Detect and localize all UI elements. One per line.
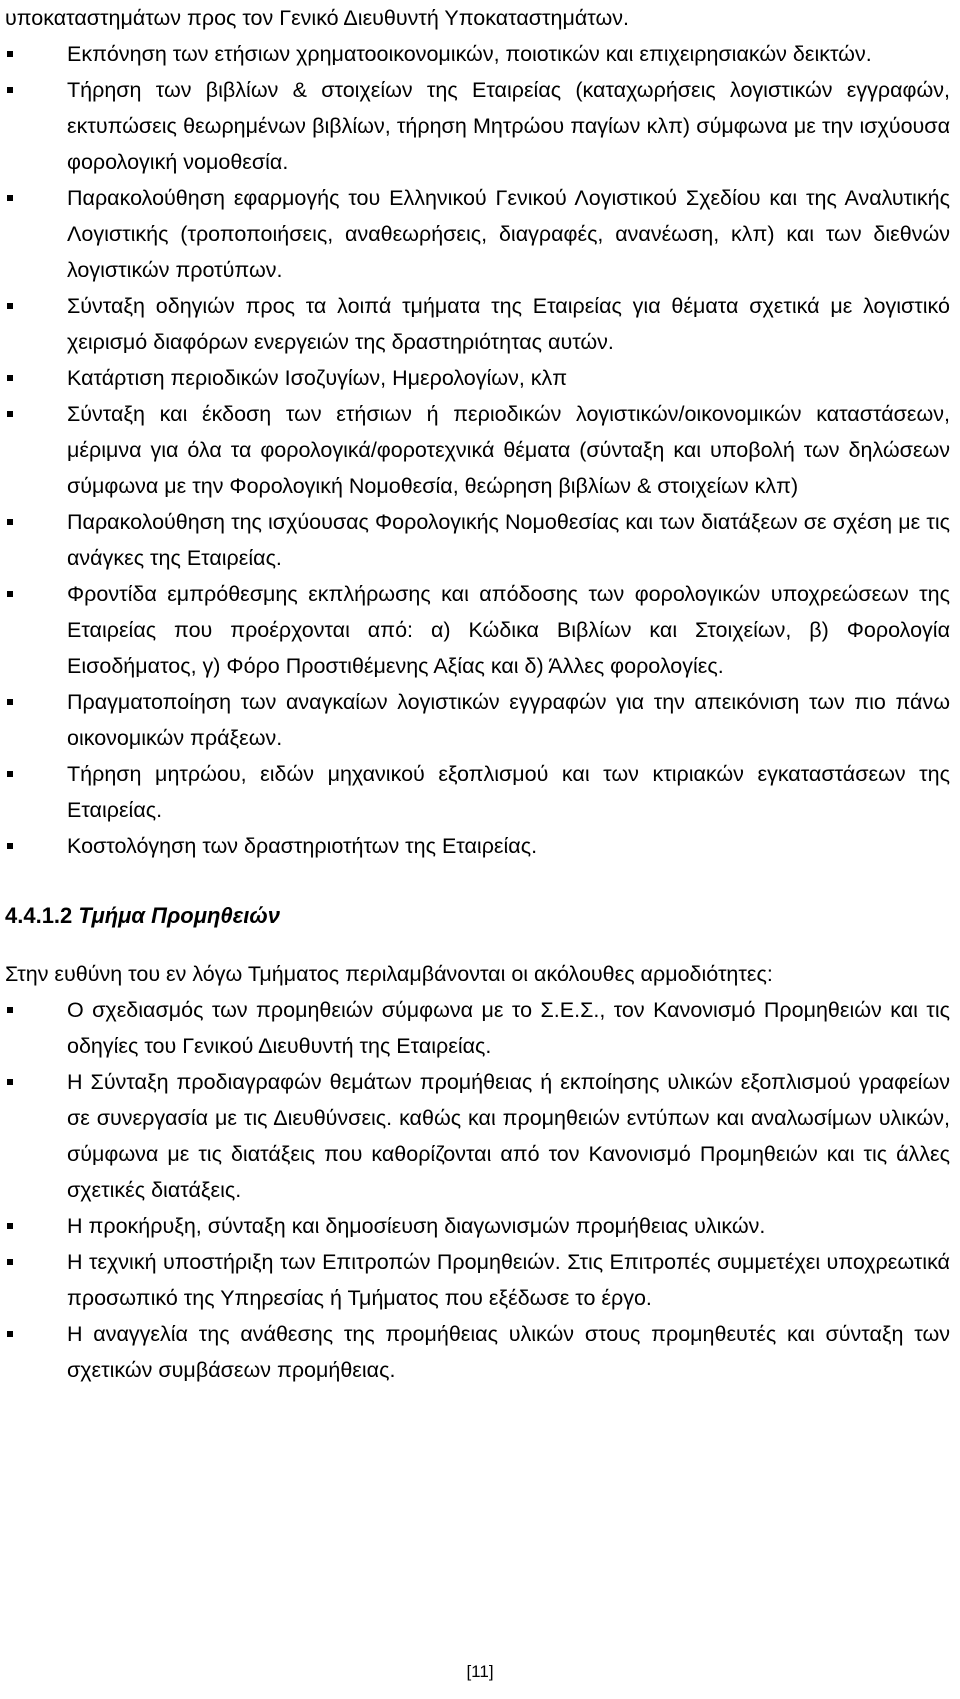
- list-item-text: Παρακολούθηση της ισχύουσας Φορολογικής Νομοθεσίας και των διατάξεων σε σχέση με τις ανάγκες της Εταιρείας.: [67, 510, 950, 570]
- list-item-text: Η προκήρυξη, σύνταξη και δημοσίευση διαγωνισμών προμήθειας υλικών.: [67, 1214, 766, 1238]
- list-item: [5, 1208, 950, 1244]
- bullet-icon: [7, 1079, 13, 1085]
- list-item-text: Η τεχνική υποστήριξη των Επιτροπών Προμηθειών. Στις Επιτροπές συμμετέχει υποχρεωτικά προσωπικό της Υπηρεσίας ή Τμήματος που εξέδωσε το έργο.: [67, 1250, 950, 1310]
- bullet-icon: [7, 195, 13, 201]
- bullet-icon: [7, 519, 13, 525]
- list-item-text: Σύνταξη οδηγιών προς τα λοιπά τμήματα της Εταιρείας για θέματα σχετικά με λογιστικό χειρισμό διαφόρων ενεργειών της δραστηριότητας αυτών.: [67, 294, 950, 354]
- bullet-icon: [7, 1259, 13, 1265]
- list-item: [5, 684, 950, 756]
- list-item: [5, 72, 950, 180]
- document-content: [5, 0, 950, 1388]
- bullet-icon: [7, 87, 13, 93]
- bullet-icon: [7, 411, 13, 417]
- list-item: [5, 180, 950, 288]
- section-heading: [5, 898, 950, 934]
- bullet-icon: [7, 1223, 13, 1229]
- list-item-text: Κατάρτιση περιοδικών Ισοζυγίων, Ημερολογίων, κλπ: [67, 366, 568, 390]
- section-number: 4.4.1.2: [5, 903, 73, 928]
- list-item-text: Εκπόνηση των ετήσιων χρηματοοικονομικών, ποιοτικών και επιχειρησιακών δεικτών.: [67, 42, 872, 66]
- section-intro: Στην ευθύνη του εν λόγω Τμήματος περιλαμβάνονται οι ακόλουθες αρμοδιότητες:: [5, 962, 773, 986]
- list-item-text: Κοστολόγηση των δραστηριοτήτων της Εταιρείας.: [67, 834, 538, 858]
- list-item-text: Η αναγγελία της ανάθεσης της προμήθειας υλικών στους προμηθευτές και σύνταξη των σχετικών συμβάσεων προμήθειας.: [67, 1322, 950, 1382]
- list-item: [5, 1316, 950, 1388]
- bullet-icon: [7, 591, 13, 597]
- list-item-text: Ο σχεδιασμός των προμηθειών σύμφωνα με το Σ.Ε.Σ., τον Κανονισμό Προμηθειών και τις οδηγίες του Γενικού Διευθυντή της Εταιρείας.: [67, 998, 950, 1058]
- bullet-icon: [7, 303, 13, 309]
- bullet-icon: [7, 375, 13, 381]
- list-item: [5, 1064, 950, 1208]
- section-title: Τμήμα Προμηθειών: [78, 903, 280, 928]
- bullet-icon: [7, 1007, 13, 1013]
- list-item-text: Η Σύνταξη προδιαγραφών θεμάτων προμήθειας ή εκποίησης υλικών εξοπλισμού γραφείων σε συνεργασία με τις Διευθύνσεις. καθώς και προμηθειών εντύπων και αναλωσίμων υλικών, σύμφωνα με τις διατάξεις που καθορίζονται από τον Κανονισμό Προμηθειών και τις άλλες σχετικές διατάξεις.: [67, 1070, 950, 1202]
- bullet-icon: [7, 51, 13, 57]
- bullet-icon: [7, 771, 13, 777]
- bullet-icon: [7, 843, 13, 849]
- list-item: [5, 360, 950, 396]
- list-item: [5, 1244, 950, 1316]
- list-item-text: Πραγματοποίηση των αναγκαίων λογιστικών εγγραφών για την απεικόνιση των πιο πάνω οικονομικών πράξεων.: [67, 690, 950, 750]
- continuation-line: υποκαταστημάτων προς τον Γενικό Διευθυντή Υποκαταστημάτων.: [5, 6, 630, 30]
- page-number: [11]: [466, 1662, 494, 1681]
- list-item-text: Παρακολούθηση εφαρμογής του Ελληνικού Γενικού Λογιστικού Σχεδίου και της Αναλυτικής Λογιστικής (τροποποιήσεις, αναθεωρήσεις, διαγραφές, ανανέωση, κλπ) και των διεθνών λογιστικών προτύπων.: [67, 186, 950, 282]
- list-item: [5, 756, 950, 828]
- list-item: [5, 36, 950, 72]
- bullet-icon: [7, 699, 13, 705]
- list-item: [5, 504, 950, 576]
- list-item-text: Τήρηση μητρώου, ειδών μηχανικού εξοπλισμού και των κτιριακών εγκαταστάσεων της Εταιρείας.: [67, 762, 950, 822]
- list-item-text: Φροντίδα εμπρόθεσμης εκπλήρωσης και απόδοσης των φορολογικών υποχρεώσεων της Εταιρείας που προέρχονται από: α) Κώδικα Βιβλίων και Στοιχείων, β) Φορολογία Εισοδήματος, γ) Φόρο Προστιθέμενης Αξίας και δ) Άλλες φορολογίες.: [67, 582, 950, 678]
- list-item-text: Σύνταξη και έκδοση των ετήσιων ή περιοδικών λογιστικών/οικονομικών καταστάσεων, μέριμνα για όλα τα φορολογικά/φοροτεχνικά θέματα (σύνταξη και υποβολή των δηλώσεων σύμφωνα με την Φορολογική Νομοθεσία, θεώρηση βιβλίων & στοιχείων κλπ): [67, 402, 950, 498]
- list-item: [5, 396, 950, 504]
- list-item: [5, 576, 950, 684]
- bullet-icon: [7, 1331, 13, 1337]
- list-item: [5, 992, 950, 1064]
- accounting-duties-list: [5, 36, 950, 864]
- list-item: [5, 828, 950, 864]
- procurement-duties-list: [5, 992, 950, 1388]
- list-item: [5, 288, 950, 360]
- list-item-text: Τήρηση των βιβλίων & στοιχείων της Εταιρείας (καταχωρήσεις λογιστικών εγγραφών, εκτυπώσεις θεωρημένων βιβλίων, τήρηση Μητρώου παγίων κλπ) σύμφωνα με την ισχύουσα φορολογική νομοθεσία.: [67, 78, 950, 174]
